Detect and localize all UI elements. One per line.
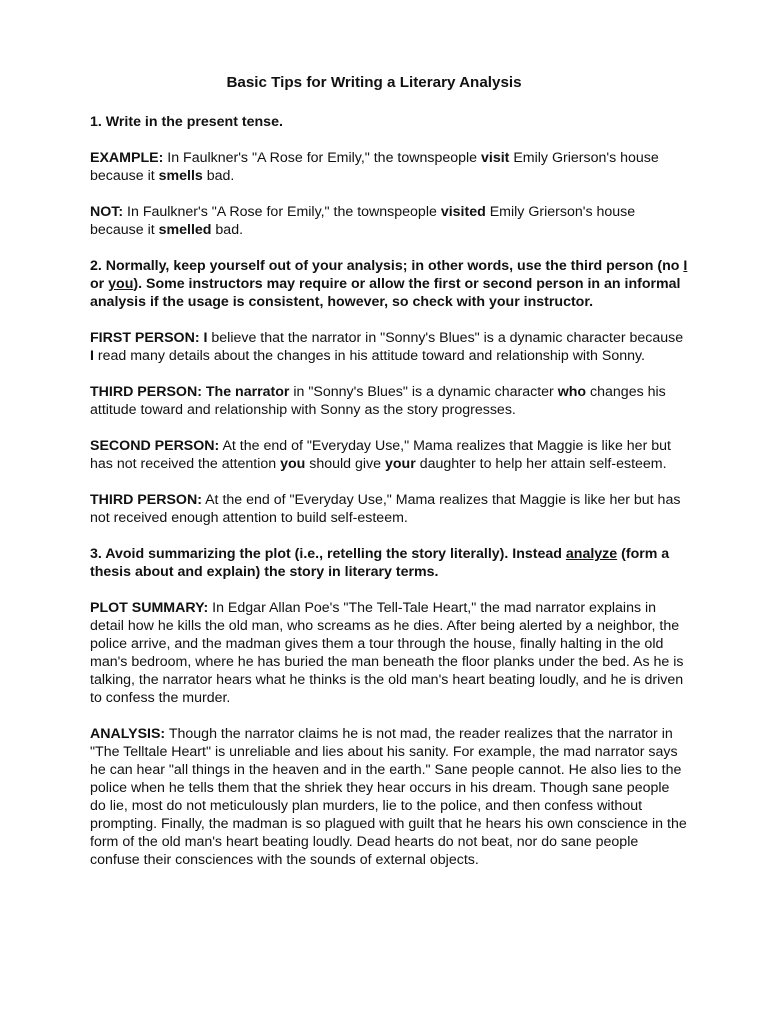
not-text: Emily Grierson's house because it xyxy=(90,204,636,238)
tip-2-heading-you: you xyxy=(108,276,134,292)
tip-1-not-example xyxy=(90,203,688,239)
second-person-example xyxy=(90,437,688,473)
plot-summary-label: PLOT SUMMARY: xyxy=(90,600,209,616)
analysis-text: Though the narrator claims he is not mad, the reader realizes that the narrator in "The Telltale Heart" is unreliable and lies about his sanity. For example, the mad narrator says he can hear "all things in the heaven and in the earth." Sane people cannot. He also lies to the police when he tells them that the shriek they hear occurs in his dream. Though sane people do lie, most do not meticulously plan murders, lie to the police, and then confess without prompting. Finally, the madman is so plagued with guilt that he hears his own conscience in the form of the old man's heart beating loudly. Dead hearts do not beat, nor do sane people confuse their consciences with the sounds of external objects. xyxy=(90,726,687,868)
first-person-example xyxy=(90,329,688,365)
plot-summary-text: In Edgar Allan Poe's "The Tell-Tale Heart," the mad narrator explains in detail how he kills the old man, who screams as he dies. After being alerted by a neighbor, the police arrive, and the madman gives them a tour through the house, finally halting in the old man's bedroom, where he has buried the man beneath the floor planks under the bed. As he is talking, the narrator hears what he thinks is the old man's heart beating loudly, and he is driven to confess the murder. xyxy=(90,600,684,706)
second-person-text: daughter to help her attain self-esteem. xyxy=(415,456,667,472)
second-person-you: you xyxy=(280,456,306,472)
tip-2-heading-text: ). Some instructors may require or allow the first or second person in an informal analysis if the usage is consistent, however, so check with your instructor. xyxy=(90,276,681,310)
tip-2-heading xyxy=(90,257,688,311)
not-verb-smelled: smelled xyxy=(158,222,212,238)
second-person-your: your xyxy=(385,456,416,472)
tip-3-heading-text: (form a thesis about and explain) the story in literary terms. xyxy=(90,546,670,580)
analysis-paragraph xyxy=(90,725,688,869)
first-person-text: believe that the narrator in "Sonny's Blues" is a dynamic character because xyxy=(207,330,684,346)
tip-1-heading: 1. Write in the present tense. xyxy=(90,114,283,130)
third-person-text: in "Sonny's Blues" is a dynamic character xyxy=(289,384,558,400)
third-person-label: THIRD PERSON: The narrator xyxy=(90,384,290,400)
third-person-text-2: At the end of "Everyday Use," Mama realizes that Maggie is like her but has not received enough attention to build self-esteem. xyxy=(90,492,681,526)
third-person-label-2: THIRD PERSON: xyxy=(90,492,202,508)
not-text: bad. xyxy=(211,222,244,238)
third-person-text: changes his attitude toward and relationship with Sonny as the story progresses. xyxy=(90,384,666,418)
third-person-who: who xyxy=(557,384,587,400)
first-person-text: read many details about the changes in his attitude toward and relationship with Sonny. xyxy=(93,348,645,364)
example-text: bad. xyxy=(202,168,235,184)
example-text: In Faulkner's "A Rose for Emily," the townspeople xyxy=(163,150,482,166)
tip-1-example xyxy=(90,149,688,185)
third-person-example xyxy=(90,383,688,419)
tip-3-heading-text: 3. Avoid summarizing the plot (i.e., retelling the story literally). Instead xyxy=(90,546,566,562)
second-person-text: At the end of "Everyday Use," Mama realizes that Maggie is like her but has not received the attention xyxy=(90,438,671,472)
document-page xyxy=(90,73,688,887)
analysis-label: ANALYSIS: xyxy=(90,726,166,742)
example-verb-smells: smells xyxy=(158,168,203,184)
third-person-example-2 xyxy=(90,491,688,527)
first-person-i: I xyxy=(90,348,94,364)
tip-3-heading xyxy=(90,545,688,581)
tip-3-heading-analyze: analyze xyxy=(565,546,618,562)
not-label: NOT: xyxy=(90,204,124,220)
example-label: EXAMPLE: xyxy=(90,150,164,166)
second-person-text: should give xyxy=(305,456,385,472)
not-verb-visited: visited xyxy=(440,204,486,220)
plot-summary-paragraph xyxy=(90,599,688,707)
example-verb-visit: visit xyxy=(481,150,510,166)
example-text: Emily Grierson's house because it xyxy=(90,150,659,184)
second-person-label: SECOND PERSON: xyxy=(90,438,220,454)
document-title: Basic Tips for Writing a Literary Analysis xyxy=(226,74,522,91)
first-person-label: FIRST PERSON: I xyxy=(90,330,208,346)
tip-2-heading-text: 2. Normally, keep yourself out of your analysis; in other words, use the third person (no xyxy=(90,258,684,274)
tip-2-heading-i: I xyxy=(683,258,688,274)
tip-2-heading-text: or xyxy=(90,276,109,292)
not-text: In Faulkner's "A Rose for Emily," the townspeople xyxy=(123,204,441,220)
